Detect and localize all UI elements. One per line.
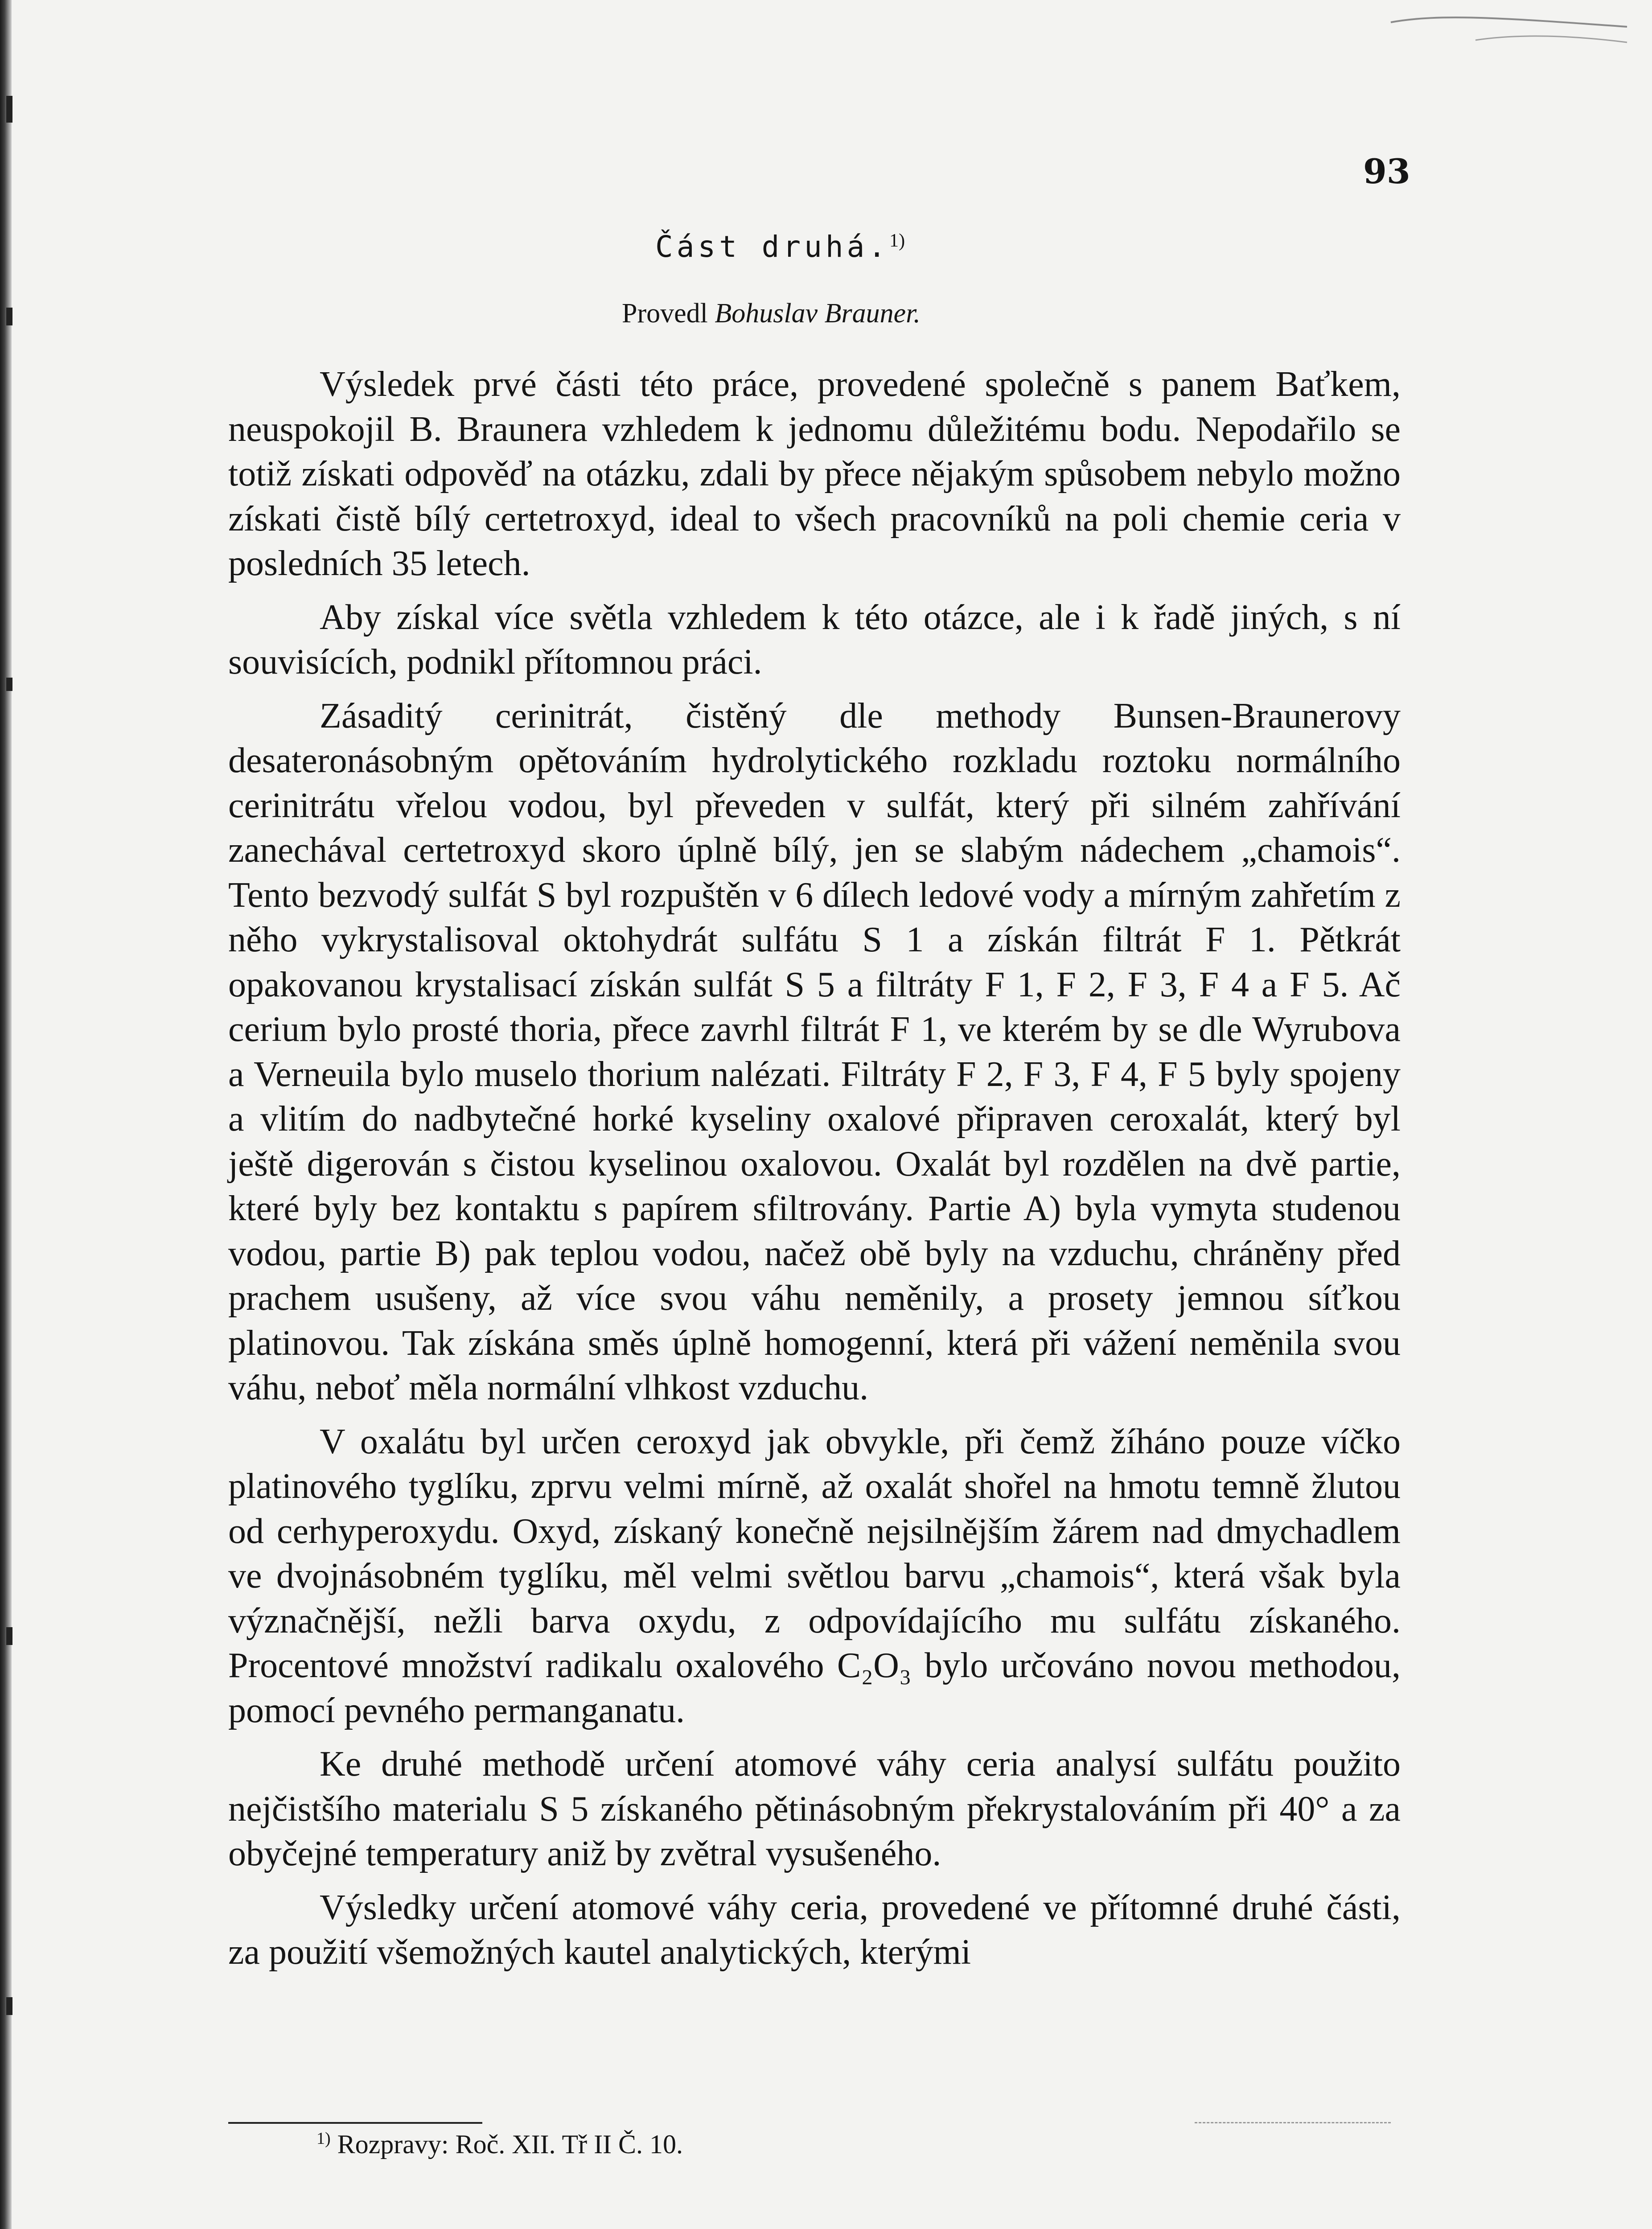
footnote-divider bbox=[228, 2122, 482, 2124]
paragraph: Výsledek prvé části této práce, provedené společně s panem Baťkem, neuspokojil B. Braunera vzhledem k jednomu důležitému bodu. Nepodařilo se totiž získati odpověď na otázku, zdali by přece nějakým spůsobem nebylo možno získati čistě bílý certetroxyd, ideal to všech pracovníků na poli chemie ceria v posledních 35 letech. bbox=[228, 365, 1401, 583]
author-line bbox=[622, 298, 1068, 329]
page-number: 93 bbox=[1363, 152, 1410, 191]
pencil-mark bbox=[1386, 9, 1636, 49]
author-name: Bohuslav Brauner. bbox=[715, 298, 921, 329]
paragraph: Aby získal více světla vzhledem k této otázce, ale i k řadě jiných, s ní souvisících, podnikl přítomnou práci. bbox=[228, 597, 1401, 682]
scan-artifact bbox=[6, 1997, 12, 2015]
paragraph: Ke druhé methodě určení atomové váhy ceria analysí sulfátu použito nejčistšího materialu S 5 získaného pětinásobným překrystalováním při 40° a za obyčejné temperatury aniž by zvětral vysušeného. bbox=[228, 1744, 1401, 1873]
scan-artifact bbox=[6, 96, 12, 123]
paragraph: Výsledky určení atomové váhy ceria, provedené ve přítomné druhé části, za použití všemožných kautel analytických, kterými bbox=[228, 1888, 1401, 1972]
footnote bbox=[316, 2129, 985, 2160]
paragraph: V oxalátu byl určen ceroxyd jak obvykle, při čemž žíháno pouze víčko platinového tyglíku, zprvu velmi mírně, až oxalát shořel na hmotu temně žlutou od cerhyperoxydu. Oxyd, získaný konečně nejsilnějším žárem nad dmychadlem ve dvojnásobném tyglíku, měl velmi světlou barvu „chamois“, která však byla význačnější, nežli barva oxydu, z odpovídajícího mu sulfátu získaného. Procentové množství radikalu oxalového C₂O₃ bylo určováno novou methodou, pomocí pevného permanganatu. bbox=[228, 1422, 1401, 1730]
author-prefix: Provedl bbox=[622, 298, 708, 329]
part-title-footnote-mark: 1) bbox=[889, 230, 905, 251]
scan-artifact bbox=[6, 1627, 12, 1645]
part-title-text: Část druhá. bbox=[655, 230, 890, 264]
body-text bbox=[228, 362, 1401, 1984]
paragraph: Zásaditý cerinitrát, čistěný dle methody Bunsen-Braunerovy desateronásobným opětováním hydrolytického rozkladu roztoku normálního cerinitrátu vřelou vodou, byl převeden v sulfát, který při silném zahřívání zanechával certetroxyd skoro úplně bílý, jen se slabým nádechem „chamois“. Tento bezvodý sulfát S byl rozpuštěn v 6 dílech ledové vody a mírným zahřetím z něho vykrystalisoval oktohydrát sulfátu S 1 a získán filtrát F 1. Pětkrát opakovanou krystalisací získán sulfát S 5 a filtráty F 1, F 2, F 3, F 4 a F 5. Ač cerium bylo prosté thoria, přece zavrhl filtrát F 1, ve kterém by se dle Wyrubova a Verneuila bylo muselo thorium nalézati. Filtráty F 2, F 3, F 4, F 5 byly spojeny a vlitím do nadbytečné horké kyseliny oxalové připraven ceroxalát, který byl ještě digerován s čistou kyselinou oxalovou. Oxalát byl rozdělen na dvě partie, které byly bez kontaktu s papírem sfiltrovány. Partie A) byla vymyta studenou vodou, partie B) pak teplou vodou, načež obě byly na vzduchu, chráněny před prachem usušeny, až více svou váhu neměnily, a prosety jemnou síťkou platinovou. Tak získána směs úplně homogenní, která při vážení neměnila svou váhu, neboť měla normální vlhkost vzduchu. bbox=[228, 696, 1401, 1407]
footnote-divider-faint bbox=[1195, 2122, 1391, 2123]
footnote-mark: 1) bbox=[316, 2129, 331, 2148]
footnote-text: Rozpravy: Roč. XII. Tř II Č. 10. bbox=[337, 2130, 683, 2159]
part-title bbox=[655, 230, 1012, 264]
scan-artifact bbox=[6, 678, 12, 691]
scan-artifact bbox=[6, 308, 12, 325]
scan-binding-edge bbox=[0, 0, 12, 2229]
